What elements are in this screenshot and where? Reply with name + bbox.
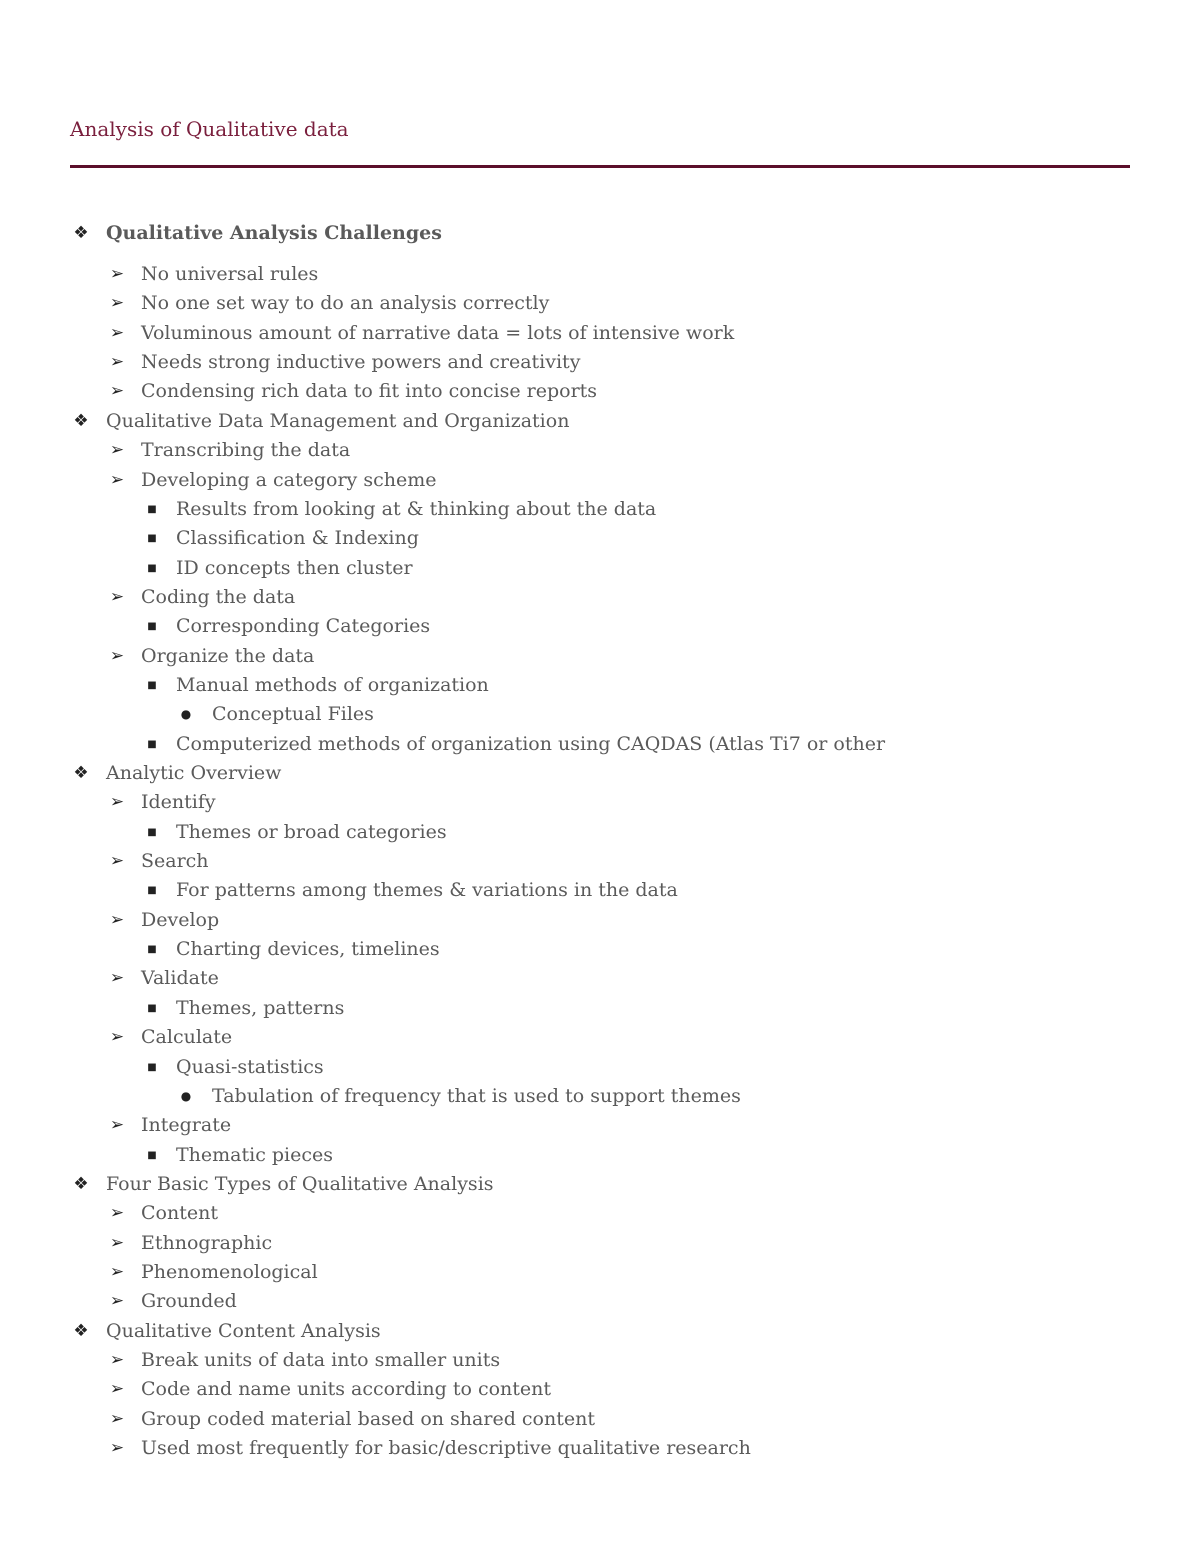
arrowhead-bullet-icon: ➢ bbox=[109, 1115, 125, 1136]
arrowhead-bullet-icon: ➢ bbox=[109, 440, 125, 461]
diamond-bullet-icon: ❖ bbox=[73, 1320, 89, 1341]
dot-bullet-icon: ● bbox=[180, 1088, 192, 1103]
square-bullet-icon: ■ bbox=[147, 885, 157, 897]
outline-item-text: Validate bbox=[141, 967, 219, 990]
outline-item-text: Used most frequently for basic/descriptive qualitative research bbox=[141, 1437, 751, 1459]
square-bullet-icon: ■ bbox=[147, 621, 157, 633]
outline-item-text: Conceptual Files bbox=[212, 703, 374, 726]
title-divider bbox=[70, 165, 1130, 168]
square-bullet-icon: ■ bbox=[147, 944, 157, 956]
arrowhead-bullet-icon: ➢ bbox=[109, 469, 125, 490]
outline-item-text: Classification & Indexing bbox=[176, 527, 419, 550]
arrowhead-bullet-icon: ➢ bbox=[109, 1350, 125, 1370]
arrowhead-bullet-icon: ➢ bbox=[109, 381, 125, 402]
outline-item-text: Organize the data bbox=[141, 644, 315, 667]
outline-item-text: Corresponding Categories bbox=[176, 615, 431, 638]
outline-item-text: Integrate bbox=[141, 1114, 232, 1137]
arrowhead-bullet-icon: ➢ bbox=[109, 293, 125, 314]
outline-item-text: Phenomenological bbox=[141, 1260, 318, 1283]
outline-item-text: Condensing rich data to fit into concise reports bbox=[141, 380, 598, 403]
outline-item-text: Thematic pieces bbox=[176, 1143, 334, 1166]
arrowhead-bullet-icon: ➢ bbox=[109, 264, 125, 284]
square-bullet-icon: ■ bbox=[147, 1149, 157, 1161]
outline-item-text: ID concepts then cluster bbox=[176, 556, 413, 579]
square-bullet-icon: ■ bbox=[147, 533, 157, 545]
square-bullet-icon: ■ bbox=[147, 1002, 157, 1014]
outline-item-text: Code and name units according to content bbox=[141, 1378, 552, 1401]
square-bullet-icon: ■ bbox=[147, 1061, 157, 1073]
outline-item-text: Ethnographic bbox=[141, 1231, 273, 1254]
arrowhead-bullet-icon: ➢ bbox=[109, 352, 125, 373]
outline-item-text: Search bbox=[141, 850, 209, 872]
arrowhead-bullet-icon: ➢ bbox=[109, 1027, 125, 1048]
outline-item-text: Tabulation of frequency that is used to support themes bbox=[212, 1084, 741, 1107]
arrowhead-bullet-icon: ➢ bbox=[109, 1408, 125, 1429]
outline-item-text: Voluminous amount of narrative data = lots of intensive work bbox=[141, 321, 735, 344]
arrowhead-bullet-icon: ➢ bbox=[109, 792, 125, 813]
page-title: Analysis of Qualitative data bbox=[70, 117, 349, 141]
square-bullet-icon: ■ bbox=[147, 826, 157, 838]
outline-item-text: Quasi-statistics bbox=[176, 1055, 324, 1078]
arrowhead-bullet-icon: ➢ bbox=[109, 1203, 125, 1224]
square-bullet-icon: ■ bbox=[147, 679, 157, 691]
arrowhead-bullet-icon: ➢ bbox=[109, 1232, 125, 1253]
outline-item-text: Grounded bbox=[141, 1290, 237, 1313]
arrowhead-bullet-icon: ➢ bbox=[109, 1379, 125, 1400]
outline-item-text: Computerized methods of organization using CAQDAS (Atlas Ti7 or other bbox=[176, 732, 886, 755]
arrowhead-bullet-icon: ➢ bbox=[109, 1261, 125, 1282]
outline-item-text: Group coded material based on shared content bbox=[141, 1407, 595, 1430]
square-bullet-icon: ■ bbox=[147, 738, 157, 750]
outline-item-text: Qualitative Analysis Challenges bbox=[106, 222, 442, 244]
outline-item-text: Analytic Overview bbox=[106, 762, 282, 784]
outline-item-text: Results from looking at & thinking about the data bbox=[176, 497, 657, 520]
outline-item-text: Calculate bbox=[141, 1026, 233, 1049]
outline-item-text: Coding the data bbox=[141, 585, 296, 608]
diamond-bullet-icon: ❖ bbox=[73, 223, 89, 243]
arrowhead-bullet-icon: ➢ bbox=[109, 851, 125, 871]
arrowhead-bullet-icon: ➢ bbox=[109, 586, 125, 607]
arrowhead-bullet-icon: ➢ bbox=[109, 1438, 125, 1458]
outline-item-text: No universal rules bbox=[141, 263, 319, 285]
diamond-bullet-icon: ❖ bbox=[73, 410, 89, 431]
outline-item-text: For patterns among themes & variations in the data bbox=[176, 879, 678, 902]
arrowhead-bullet-icon: ➢ bbox=[109, 322, 125, 343]
outline-item-text: Qualitative Data Management and Organization bbox=[106, 409, 570, 432]
outline-item-text: Develop bbox=[141, 908, 220, 931]
arrowhead-bullet-icon: ➢ bbox=[109, 909, 125, 930]
outline-item-text: Qualitative Content Analysis bbox=[106, 1319, 381, 1342]
outline-item-text: Break units of data into smaller units bbox=[141, 1349, 501, 1371]
outline-item-text: Charting devices, timelines bbox=[176, 938, 440, 961]
arrowhead-bullet-icon: ➢ bbox=[109, 968, 125, 989]
outline-item-text: Four Basic Types of Qualitative Analysis bbox=[106, 1172, 494, 1195]
outline-item-text: Content bbox=[141, 1202, 218, 1225]
outline-item-text: Needs strong inductive powers and creativity bbox=[141, 351, 581, 374]
arrowhead-bullet-icon: ➢ bbox=[109, 1291, 125, 1312]
outline-item-text: Themes, patterns bbox=[176, 996, 345, 1019]
outline-item-text: No one set way to do an analysis correctly bbox=[141, 292, 550, 315]
outline-item-text: Identify bbox=[141, 791, 216, 814]
outline-item-text: Themes or broad categories bbox=[176, 820, 447, 843]
outline-item-text: Developing a category scheme bbox=[141, 468, 437, 491]
outline-item-text: Manual methods of organization bbox=[176, 673, 489, 696]
arrowhead-bullet-icon: ➢ bbox=[109, 645, 125, 666]
square-bullet-icon: ■ bbox=[147, 562, 157, 574]
diamond-bullet-icon: ❖ bbox=[73, 1173, 89, 1194]
square-bullet-icon: ■ bbox=[147, 503, 157, 515]
outline-item-text: Transcribing the data bbox=[141, 439, 351, 462]
dot-bullet-icon: ● bbox=[180, 707, 192, 722]
diamond-bullet-icon: ❖ bbox=[73, 763, 89, 783]
